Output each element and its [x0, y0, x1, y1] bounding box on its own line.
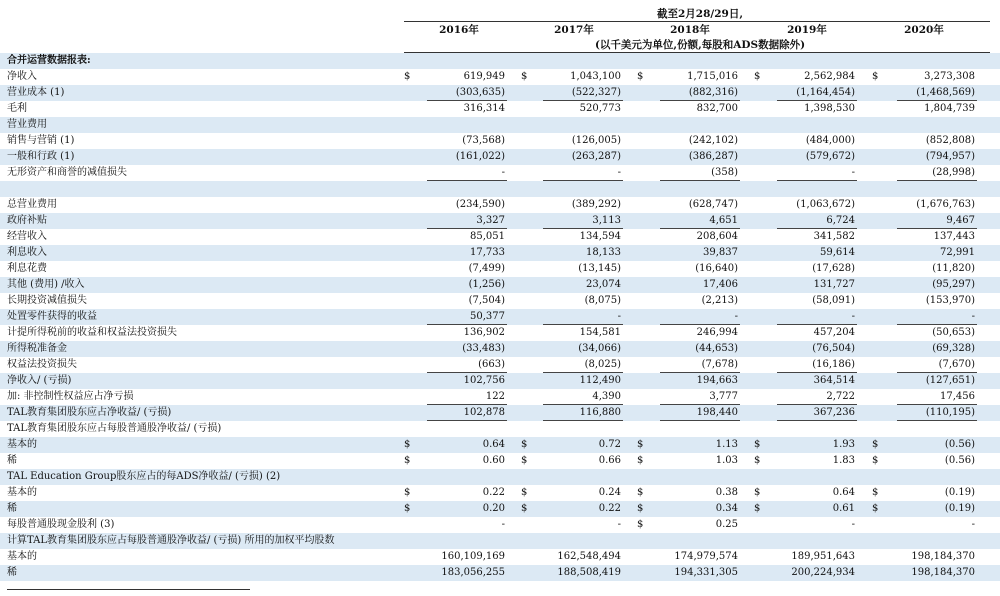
currency-symbol: $	[404, 455, 411, 466]
value-cell: 112,490	[579, 375, 621, 386]
value-cell: 137,443	[933, 231, 975, 242]
table-row	[0, 373, 1000, 389]
value-cell: -	[617, 311, 621, 322]
row-label: 基本的	[7, 439, 37, 450]
table-row	[0, 309, 1000, 325]
row-label: 营业费用	[7, 119, 47, 130]
value-cell: 23,074	[586, 279, 621, 290]
value-cell: 1,715,016	[687, 71, 738, 82]
value-cell: 136,902	[463, 327, 505, 338]
value-cell: 72,991	[940, 247, 975, 258]
table-row	[0, 261, 1000, 277]
value-cell: 457,204	[813, 327, 855, 338]
value-cell: 1,398,530	[804, 103, 855, 114]
row-label: TAL Education Group股东应占的每ADS净收益/ (亏损) (2)	[7, 471, 281, 482]
currency-symbol: $	[872, 487, 879, 498]
table-row	[0, 421, 1000, 437]
value-cell: 131,727	[813, 279, 855, 290]
value-cell: (882,316)	[688, 87, 738, 98]
table-row	[0, 437, 1000, 453]
value-cell: (69,328)	[932, 343, 975, 354]
currency-symbol: $	[404, 487, 411, 498]
value-cell: 0.22	[482, 487, 505, 498]
table-row	[0, 229, 1000, 245]
currency-symbol: $	[404, 503, 411, 514]
value-cell: (386,287)	[688, 151, 738, 162]
value-cell: (242,102)	[688, 135, 738, 146]
table-row	[0, 165, 1000, 181]
table-row	[0, 405, 1000, 421]
value-cell: 102,878	[463, 407, 505, 418]
value-cell: (628,747)	[688, 199, 738, 210]
table-row	[0, 357, 1000, 373]
value-cell: 198,184,370	[911, 551, 975, 562]
row-label: 合并运营数据报表:	[7, 55, 91, 66]
table-row	[0, 325, 1000, 341]
value-cell: 9,467	[946, 215, 975, 226]
value-cell: -	[501, 519, 505, 530]
value-cell: 3,113	[592, 215, 621, 226]
value-cell: (663)	[478, 359, 505, 370]
row-label: 基本的	[7, 551, 37, 562]
table-row	[0, 293, 1000, 309]
value-cell: (852,808)	[925, 135, 975, 146]
table-row	[0, 533, 1000, 549]
value-cell: (34,066)	[578, 343, 621, 354]
row-label: 总营业费用	[7, 199, 57, 210]
table-row	[0, 101, 1000, 117]
row-label: 权益法投资损失	[7, 359, 77, 370]
value-cell: 520,773	[579, 103, 621, 114]
row-label: 经营收入	[7, 231, 47, 242]
value-cell: 832,700	[696, 103, 738, 114]
value-cell: 0.64	[482, 439, 505, 450]
value-cell: 3,777	[709, 391, 738, 402]
value-cell: (484,000)	[805, 135, 855, 146]
value-cell: 1,043,100	[570, 71, 621, 82]
value-cell: (17,628)	[812, 263, 855, 274]
table-row	[0, 565, 1000, 581]
row-label: 一般和行政 (1)	[7, 151, 75, 162]
currency-symbol: $	[521, 455, 528, 466]
value-cell: (7,678)	[701, 359, 738, 370]
year-2019-header: 2019年	[787, 24, 827, 36]
table-row	[0, 469, 1000, 485]
value-cell: 154,581	[579, 327, 621, 338]
row-label: 计提所得税前的收益和权益法投资损失	[7, 327, 177, 338]
row-label: 净收入/ (亏损)	[7, 375, 72, 386]
row-label: 处置零件获得的收益	[7, 311, 97, 322]
value-cell: 341,582	[813, 231, 855, 242]
value-cell: 364,514	[813, 375, 855, 386]
value-cell: 0.66	[598, 455, 621, 466]
row-label: 每股普通股现金股利 (3)	[7, 519, 115, 530]
value-cell: (161,022)	[455, 151, 505, 162]
value-cell: 160,109,169	[441, 551, 505, 562]
value-cell: -	[971, 311, 975, 322]
value-cell: 122	[485, 391, 505, 402]
value-cell: 0.34	[715, 503, 738, 514]
currency-symbol: $	[521, 487, 528, 498]
value-cell: (73,568)	[462, 135, 505, 146]
year-2020-header: 2020年	[904, 24, 944, 36]
value-cell: 17,406	[703, 279, 738, 290]
row-label: 长期投资减值损失	[7, 295, 87, 306]
value-cell: (7,504)	[468, 295, 505, 306]
value-cell: 102,756	[463, 375, 505, 386]
value-cell: (127,651)	[925, 375, 975, 386]
value-cell: 85,051	[470, 231, 505, 242]
value-cell: 17,456	[940, 391, 975, 402]
value-cell: 246,994	[696, 327, 738, 338]
value-cell: (579,672)	[805, 151, 855, 162]
value-cell: 0.61	[832, 503, 855, 514]
value-cell: (76,504)	[812, 343, 855, 354]
value-cell: 208,604	[696, 231, 738, 242]
table-row	[0, 485, 1000, 501]
currency-symbol: $	[754, 439, 761, 450]
value-cell: (16,640)	[695, 263, 738, 274]
value-cell: 0.72	[598, 439, 621, 450]
value-cell: 0.64	[832, 487, 855, 498]
row-label: 利息收入	[7, 247, 47, 258]
table-row	[0, 133, 1000, 149]
currency-symbol: $	[872, 439, 879, 450]
value-cell: (11,820)	[932, 263, 975, 274]
value-cell: 50,377	[470, 311, 505, 322]
footnote-rule	[7, 589, 250, 590]
value-cell: (0.56)	[944, 455, 975, 466]
value-cell: (7,499)	[468, 263, 505, 274]
currency-symbol: $	[521, 503, 528, 514]
value-cell: (1,256)	[468, 279, 505, 290]
value-cell: (1,164,454)	[796, 87, 855, 98]
table-row	[0, 341, 1000, 357]
value-cell: (7,670)	[938, 359, 975, 370]
table-row	[0, 245, 1000, 261]
currency-symbol: $	[637, 71, 644, 82]
row-label: 营业成本 (1)	[7, 87, 65, 98]
value-cell: 174,979,574	[674, 551, 738, 562]
row-label: 计算TAL教育集团股东应占每股普通股净收益/ (亏损) 所用的加权平均股数	[7, 535, 335, 546]
period-caption: 截至2月28/29日,	[656, 8, 744, 20]
year-2018-header: 2018年	[670, 24, 710, 36]
currency-symbol: $	[872, 503, 879, 514]
currency-symbol: $	[637, 503, 644, 514]
value-cell: 0.24	[598, 487, 621, 498]
value-cell: -	[734, 311, 738, 322]
value-cell: 17,733	[470, 247, 505, 258]
value-cell: (44,653)	[695, 343, 738, 354]
value-cell: 0.38	[715, 487, 738, 498]
table-row	[0, 181, 1000, 197]
row-label: 毛利	[7, 103, 27, 114]
value-cell: (0.56)	[944, 439, 975, 450]
table-row	[0, 549, 1000, 565]
value-cell: (8,075)	[584, 295, 621, 306]
unit-caption: (以千美元为单位,份额,每股和ADS数据除外)	[594, 39, 806, 51]
value-cell: 188,508,419	[557, 567, 621, 578]
row-label: 销售与营销 (1)	[7, 135, 75, 146]
value-cell: -	[501, 167, 505, 178]
row-label: 其他 (费用) /收入	[7, 279, 85, 290]
value-cell: (358)	[711, 167, 738, 178]
row-label: 无形资产和商誉的减值损失	[7, 167, 127, 178]
table-row	[0, 197, 1000, 213]
value-cell: 134,594	[579, 231, 621, 242]
value-cell: 194,663	[696, 375, 738, 386]
value-cell: (13,145)	[578, 263, 621, 274]
row-label: 利息花费	[7, 263, 47, 274]
row-label: 所得税准备金	[7, 343, 67, 354]
currency-symbol: $	[637, 519, 644, 530]
value-cell: (16,186)	[812, 359, 855, 370]
row-label: 政府补贴	[7, 215, 47, 226]
value-cell: (794,957)	[925, 151, 975, 162]
value-cell: (28,998)	[932, 167, 975, 178]
row-label: 净收入	[7, 71, 37, 82]
value-cell: (389,292)	[571, 199, 621, 210]
value-cell: 1.03	[715, 455, 738, 466]
row-label: 基本的	[7, 487, 37, 498]
value-cell: (1,676,763)	[916, 199, 975, 210]
currency-symbol: $	[521, 71, 528, 82]
row-label: 稀	[7, 567, 17, 578]
currency-symbol: $	[637, 487, 644, 498]
value-cell: (522,327)	[571, 87, 621, 98]
currency-symbol: $	[872, 71, 879, 82]
row-label: 加: 非控制性权益应占净亏损	[7, 391, 134, 402]
year-2016-header: 2016年	[439, 24, 479, 36]
currency-symbol: $	[637, 439, 644, 450]
value-cell: (50,653)	[932, 327, 975, 338]
value-cell: 0.20	[482, 503, 505, 514]
currency-symbol: $	[872, 455, 879, 466]
currency-symbol: $	[754, 455, 761, 466]
value-cell: (8,025)	[584, 359, 621, 370]
value-cell: 3,273,308	[924, 71, 975, 82]
value-cell: 0.60	[482, 455, 505, 466]
value-cell: 189,951,643	[791, 551, 855, 562]
table-row	[0, 517, 1000, 533]
value-cell: 1.83	[832, 455, 855, 466]
value-cell: 2,562,984	[804, 71, 855, 82]
value-cell: (95,297)	[932, 279, 975, 290]
table-row	[0, 149, 1000, 165]
table-row	[0, 213, 1000, 229]
value-cell: 116,880	[579, 407, 621, 418]
value-cell: 619,949	[463, 71, 505, 82]
table-row	[0, 453, 1000, 469]
currency-symbol: $	[404, 71, 411, 82]
row-label: 稀	[7, 455, 17, 466]
value-cell: 183,056,255	[441, 567, 505, 578]
value-cell: 1.93	[832, 439, 855, 450]
value-cell: 2,722	[826, 391, 855, 402]
value-cell: (234,590)	[455, 199, 505, 210]
value-cell: (0.19)	[944, 503, 975, 514]
row-label: 稀	[7, 503, 17, 514]
value-cell: (263,287)	[571, 151, 621, 162]
value-cell: -	[617, 167, 621, 178]
value-cell: 162,548,494	[557, 551, 621, 562]
row-label: TAL教育集团股东应占每股普通股净收益/ (亏损)	[7, 423, 222, 434]
value-cell: (2,213)	[701, 295, 738, 306]
table-row	[0, 501, 1000, 517]
value-cell: 39,837	[703, 247, 738, 258]
value-cell: 316,314	[463, 103, 505, 114]
value-cell: (1,063,672)	[796, 199, 855, 210]
row-label: TAL教育集团股东应占净收益/ (亏损)	[7, 407, 172, 418]
currency-symbol: $	[404, 439, 411, 450]
value-cell: -	[851, 311, 855, 322]
table-row	[0, 117, 1000, 133]
value-cell: 59,614	[820, 247, 855, 258]
value-cell: 4,651	[709, 215, 738, 226]
value-cell: (110,195)	[925, 407, 975, 418]
table-row	[0, 69, 1000, 85]
value-cell: 3,327	[476, 215, 505, 226]
year-2017-header: 2017年	[554, 24, 594, 36]
table-row	[0, 389, 1000, 405]
value-cell: 198,440	[696, 407, 738, 418]
value-cell: 198,184,370	[911, 567, 975, 578]
value-cell: (153,970)	[925, 295, 975, 306]
value-cell: 6,724	[826, 215, 855, 226]
value-cell: (126,005)	[571, 135, 621, 146]
value-cell: (58,091)	[812, 295, 855, 306]
table-row	[0, 85, 1000, 101]
currency-symbol: $	[754, 487, 761, 498]
currency-symbol: $	[754, 71, 761, 82]
value-cell: (1,468,569)	[916, 87, 975, 98]
value-cell: 0.25	[715, 519, 738, 530]
value-cell: -	[617, 519, 621, 530]
value-cell: (0.19)	[944, 487, 975, 498]
value-cell: 194,331,305	[674, 567, 738, 578]
value-cell: (33,483)	[462, 343, 505, 354]
value-cell: 0.22	[598, 503, 621, 514]
value-cell: -	[851, 167, 855, 178]
table-row	[0, 53, 1000, 69]
value-cell: 367,236	[813, 407, 855, 418]
currency-symbol: $	[637, 455, 644, 466]
value-cell: -	[851, 519, 855, 530]
value-cell: 1.13	[715, 439, 738, 450]
currency-symbol: $	[521, 439, 528, 450]
value-cell: 18,133	[586, 247, 621, 258]
currency-symbol: $	[754, 503, 761, 514]
value-cell: 200,224,934	[791, 567, 855, 578]
value-cell: (303,635)	[455, 87, 505, 98]
value-cell: 4,390	[592, 391, 621, 402]
value-cell: -	[971, 519, 975, 530]
table-row	[0, 277, 1000, 293]
value-cell: 1,804,739	[924, 103, 975, 114]
